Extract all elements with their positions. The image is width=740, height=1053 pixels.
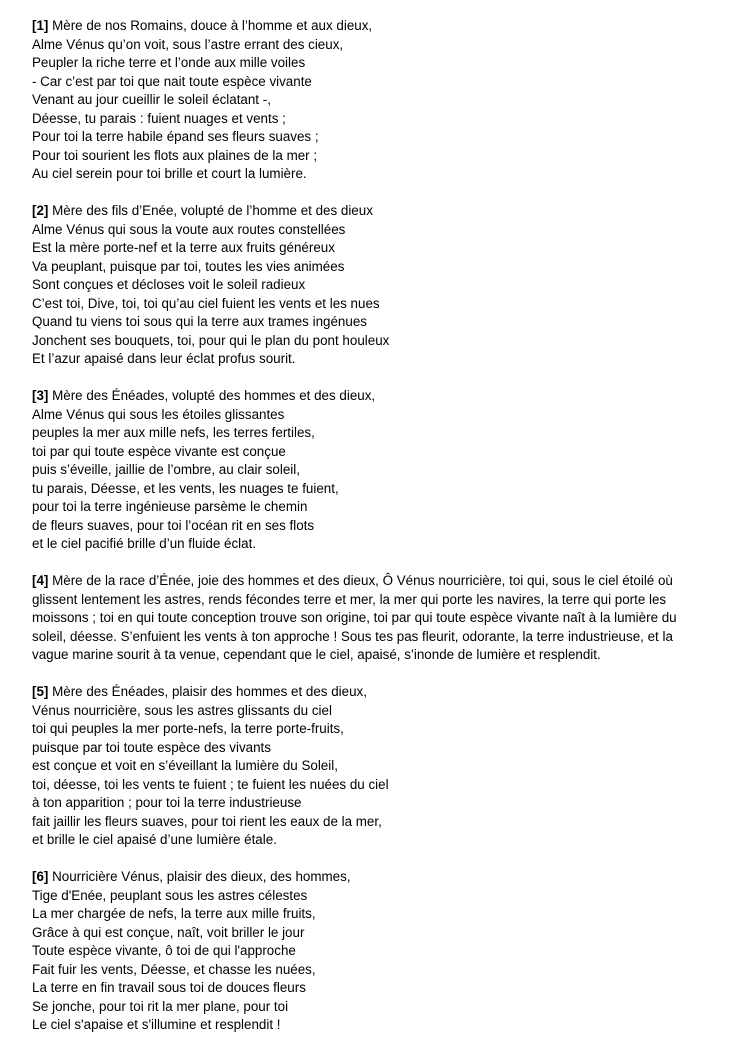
document-body	[32, 17, 722, 1053]
prose-line: glissent lentement les astres, rends fécondes terre et mer, la mer qui porte les navires, la terre qui porte les	[32, 591, 667, 607]
verse-line: Venant au jour cueillir le soleil éclatant -,	[32, 92, 271, 107]
verse-line: [1] Mère de nos Romains, douce à l’homme et aux dieux,	[32, 18, 373, 33]
verse-line: et brille le ciel apaisé d’une lumière étale.	[32, 832, 277, 847]
verse-line: Pour toi la terre habile épand ses fleurs suaves ;	[32, 129, 319, 144]
verse-line: Toute espèce vivante, ô toi de qui l'approche	[32, 943, 296, 958]
verse-line: C’est toi, Dive, toi, toi qu’au ciel fuient les vents et les nues	[32, 295, 380, 311]
verse-line: Et l’azur apaisé dans leur éclat profus sourit.	[32, 351, 296, 366]
verse-line: de fleurs suaves, pour toi l’océan rit en ses flots	[32, 517, 315, 533]
verse-line: Le ciel s'apaise et s'illumine et resplendit !	[32, 1017, 281, 1032]
verse-line: Est la mère porte-nef et la terre aux fruits généreux	[32, 240, 335, 255]
stanza-number: [1]	[32, 18, 49, 33]
verse-line: toi qui peuples la mer porte-nefs, la terre porte-fruits,	[32, 721, 344, 736]
stanza-6	[32, 868, 722, 1035]
verse-line: Tige d'Enée, peuplant sous les astres célestes	[32, 887, 308, 903]
stanza-number: [3]	[32, 388, 49, 403]
verse-line: Déesse, tu parais : fuient nuages et vents ;	[32, 110, 286, 126]
verse-line: Peupler la riche terre et l’onde aux mille voiles	[32, 55, 306, 70]
stanza-5	[32, 683, 722, 850]
verse-line: Alme Vénus qui sous la voute aux routes constellées	[32, 221, 346, 237]
stanza-number: [4]	[32, 573, 49, 588]
verse-line: est conçue et voit en s’éveillant la lumière du Soleil,	[32, 758, 338, 773]
prose-line: soleil, déesse. S’enfuient les vents à ton approche ! Sous tes pas fleurit, odorante, la terre industrieuse, et la	[32, 628, 673, 644]
verse-line: pour toi la terre ingénieuse parsème le chemin	[32, 499, 308, 514]
verse-line: Se jonche, pour toi rit la mer plane, pour toi	[32, 998, 289, 1014]
verse-line: puis s’éveille, jaillie de l’ombre, au clair soleil,	[32, 462, 300, 477]
verse-line: [6] Nourricière Vénus, plaisir des dieux, des hommes,	[32, 869, 351, 884]
verse-line: [2] Mère des fils d’Enée, volupté de l’homme et des dieux	[32, 203, 373, 218]
verse-line: - Car c’est par toi que nait toute espèce vivante	[32, 73, 312, 89]
verse-line: [5] Mère des Énéades, plaisir des hommes et des dieux,	[32, 684, 367, 699]
verse-line: fait jaillir les fleurs suaves, pour toi rient les eaux de la mer,	[32, 813, 382, 829]
verse-line: à ton apparition ; pour toi la terre industrieuse	[32, 795, 302, 810]
verse-line: Jonchent ses bouquets, toi, pour qui le plan du pont houleux	[32, 332, 390, 348]
verse-line: Sont conçues et décloses voit le soleil radieux	[32, 277, 306, 292]
verse-line: La terre en fin travail sous toi de douces fleurs	[32, 980, 306, 995]
verse-line: toi par qui toute espèce vivante est conçue	[32, 443, 286, 459]
verse-line: puisque par toi toute espèce des vivants	[32, 739, 271, 755]
prose-line: moissons ; toi en qui toute conception trouve son origine, toi par qui toute espèce vivante naît à la lumière du	[32, 610, 677, 625]
verse-line: tu parais, Déesse, et les vents, les nuages te fuient,	[32, 480, 339, 496]
stanza-2	[32, 202, 722, 369]
prose-line: [4] Mère de la race d’Énée, joie des hommes et des dieux, Ô Vénus nourricière, toi qui, sous le ciel étoilé où	[32, 573, 673, 588]
verse-line: peuples la mer aux mille nefs, les terres fertiles,	[32, 425, 315, 440]
verse-line: Au ciel serein pour toi brille et court la lumière.	[32, 166, 307, 181]
verse-line: Alme Vénus qu’on voit, sous l’astre errant des cieux,	[32, 36, 344, 52]
verse-line: et le ciel pacifié brille d’un fluide éclat.	[32, 536, 257, 551]
verse-line: Va peuplant, puisque par toi, toutes les vies animées	[32, 258, 345, 274]
verse-line: toi, déesse, toi les vents te fuient ; te fuient les nuées du ciel	[32, 776, 389, 792]
verse-line: Quand tu viens toi sous qui la terre aux trames ingénues	[32, 314, 367, 329]
stanza-4-prose	[32, 572, 722, 665]
verse-line: Alme Vénus qui sous les étoiles glissantes	[32, 406, 285, 422]
stanza-number: [5]	[32, 684, 49, 699]
verse-line: Vénus nourricière, sous les astres glissants du ciel	[32, 702, 332, 718]
stanza-number: [6]	[32, 869, 49, 884]
prose-line: vague marine sourit à ta venue, cependant que le ciel, apaisé, s’inonde de lumière et resplendit.	[32, 647, 601, 662]
verse-line: Grâce à qui est conçue, naît, voit briller le jour	[32, 924, 305, 940]
stanza-number: [2]	[32, 203, 49, 218]
verse-line: Pour toi sourient les flots aux plaines de la mer ;	[32, 147, 318, 163]
stanza-1	[32, 17, 722, 184]
stanza-3	[32, 387, 722, 554]
verse-line: Fait fuir les vents, Déesse, et chasse les nuées,	[32, 961, 316, 977]
verse-line: [3] Mère des Énéades, volupté des hommes et des dieux,	[32, 388, 376, 403]
verse-line: La mer chargée de nefs, la terre aux mille fruits,	[32, 906, 316, 921]
